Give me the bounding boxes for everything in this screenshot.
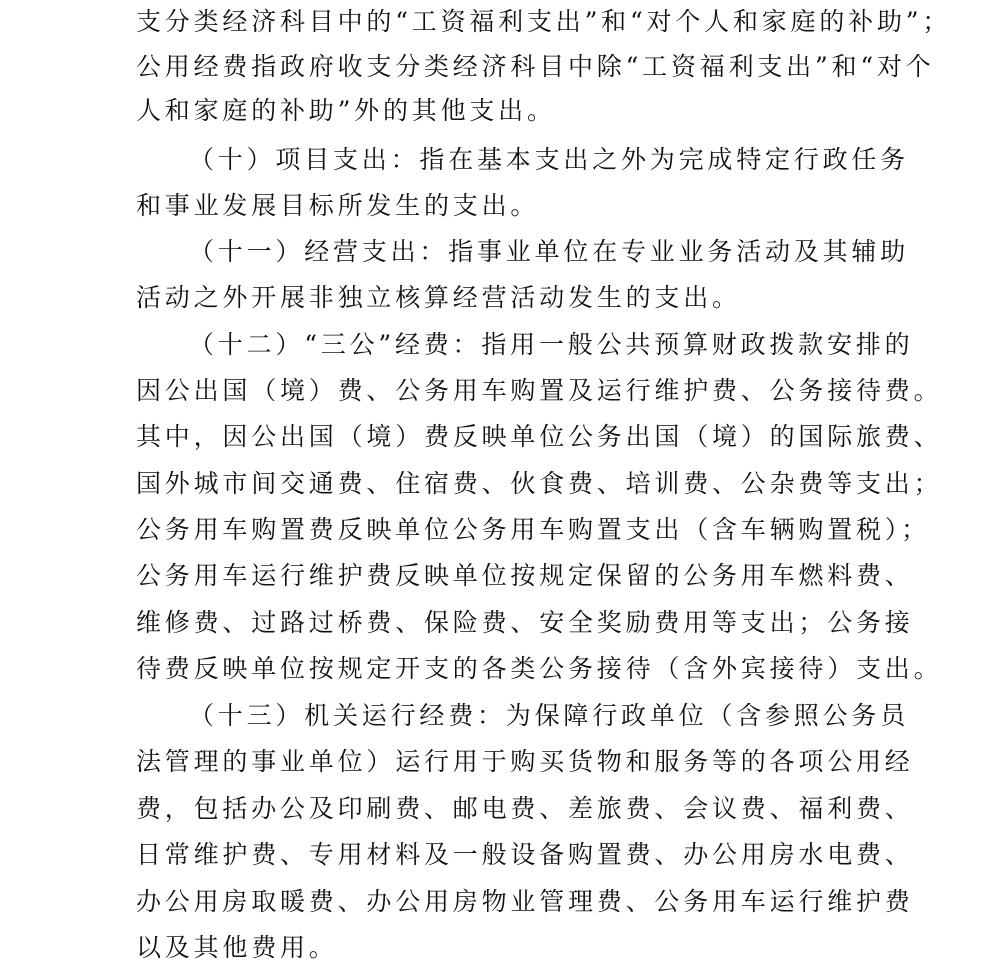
text-line-17: 法管理的事业单位）运行用于购买货物和服务等的各项公用经 xyxy=(136,747,914,776)
text-line-3: 人和家庭的补助”外的其他支出。 xyxy=(136,96,556,125)
text-line-2: 公用经费指政府收支分类经济科目中除“工资福利支出”和“对个 xyxy=(136,52,935,81)
text-line-5: 和事业发展目标所发生的支出。 xyxy=(136,191,540,220)
text-line-9: 因公出国（境）费、公务用车购置及运行维护费、公务接待费。 xyxy=(136,376,943,405)
text-line-19: 日常维护费、专用材料及一般设备购置费、办公用房水电费、 xyxy=(136,840,914,869)
text-line-13: 公务用车运行维护费反映单位按规定保留的公务用车燃料费、 xyxy=(136,561,914,590)
text-line-20: 办公用房取暖费、办公用房物业管理费、公务用车运行维护费 xyxy=(136,887,914,916)
paragraph-heading-13: （十三）机关运行经费：为保障行政单位（含参照公务员 xyxy=(189,701,910,730)
text-line-15: 待费反映单位按规定开支的各类公务接待（含外宾接待）支出。 xyxy=(136,654,943,683)
text-line-10: 其中，因公出国（境）费反映单位公务出国（境）的国际旅费、 xyxy=(136,422,943,451)
text-line-21: 以及其他费用。 xyxy=(136,933,338,962)
paragraph-heading-12: （十二）“三公”经费：指用一般公共预算财政拨款安排的 xyxy=(189,330,914,359)
text-line-12: 公务用车购置费反映单位公务用车购置支出（含车辆购置税）； xyxy=(136,515,930,544)
text-line-11: 国外城市间交通费、住宿费、伙食费、培训费、公杂费等支出； xyxy=(136,469,943,498)
paragraph-heading-10: （十）项目支出：指在基本支出之外为完成特定行政任务 xyxy=(189,145,910,174)
text-line-18: 费，包括办公及印刷费、邮电费、差旅费、会议费、福利费、 xyxy=(136,794,914,823)
text-line-7: 活动之外开展非独立核算经营活动发生的支出。 xyxy=(136,283,741,312)
text-line-1: 支分类经济科目中的“工资福利支出”和“对个人和家庭的补助”； xyxy=(136,7,952,36)
text-line-14: 维修费、过路过桥费、保险费、安全奖励费用等支出；公务接 xyxy=(136,608,914,637)
paragraph-heading-11: （十一）经营支出：指事业单位在专业业务活动及其辅助 xyxy=(189,237,910,266)
